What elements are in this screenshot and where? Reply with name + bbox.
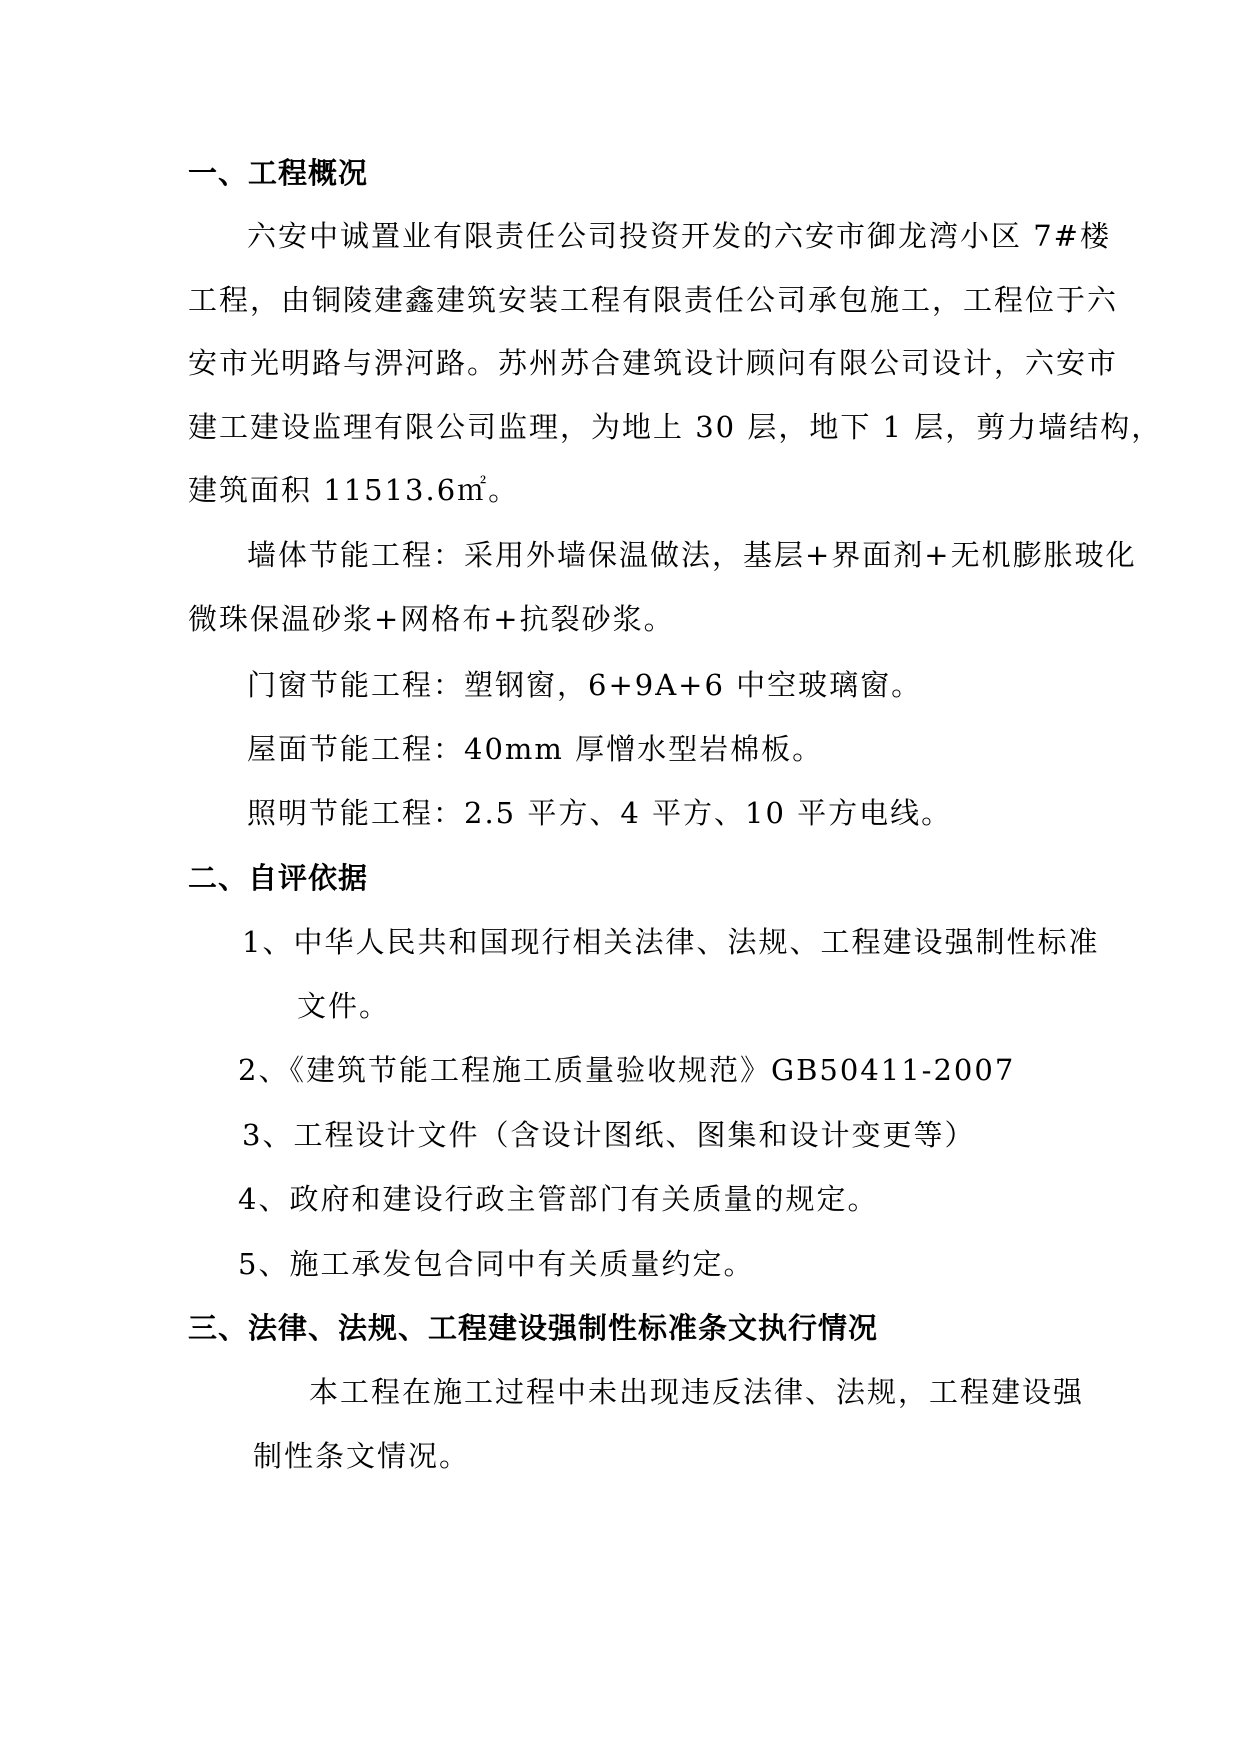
- overview-line-4: 建工建设监理有限公司监理，为地上 30 层，地下 1 层，剪力墙结构，: [188, 410, 1163, 444]
- wall-energy-line-1: 墙体节能工程：采用外墙保温做法，基层+界面剂+无机膨胀玻化: [247, 538, 1137, 572]
- section-heading-basis: 二、自评依据: [188, 861, 369, 895]
- overview-line-1: 六安中诚置业有限责任公司投资开发的六安市御龙湾小区 7#楼: [247, 219, 1111, 253]
- section-heading-compliance: 三、法律、法规、工程建设强制性标准条文执行情况: [188, 1311, 879, 1345]
- window-energy-line: 门窗节能工程：塑钢窗，6+9A+6 中空玻璃窗。: [247, 668, 923, 702]
- basis-item-5: 5、施工承发包合同中有关质量约定。: [238, 1247, 755, 1281]
- basis-item-1-line-1: 1、中华人民共和国现行相关法律、法规、工程建设强制性标准: [242, 925, 1100, 959]
- lighting-energy-line: 照明节能工程：2.5 平方、4 平方、10 平方电线。: [247, 796, 953, 830]
- overview-line-2: 工程，由铜陵建鑫建筑安装工程有限责任公司承包施工，工程位于六: [188, 283, 1119, 317]
- basis-item-4: 4、政府和建设行政主管部门有关质量的规定。: [238, 1182, 879, 1216]
- overview-line-3: 安市光明路与淠河路。苏州苏合建筑设计顾问有限公司设计，六安市: [188, 346, 1119, 380]
- basis-item-1-line-2: 文件。: [297, 989, 391, 1023]
- compliance-line-1: 本工程在施工过程中未出现违反法律、法规，工程建设强: [309, 1375, 1085, 1409]
- wall-energy-line-2: 微珠保温砂浆+网格布+抗裂砂浆。: [188, 602, 675, 636]
- compliance-line-2: 制性条文情况。: [253, 1439, 471, 1473]
- overview-line-5: 建筑面积 11513.6㎡。: [188, 473, 520, 507]
- basis-item-3: 3、工程设计文件（含设计图纸、图集和设计变更等）: [242, 1118, 976, 1152]
- section-heading-overview: 一、工程概况: [188, 156, 369, 190]
- basis-item-2: 2、《建筑节能工程施工质量验收规范》GB50411-2007: [238, 1053, 1016, 1087]
- roof-energy-line: 屋面节能工程：40mm 厚憎水型岩棉板。: [247, 732, 824, 766]
